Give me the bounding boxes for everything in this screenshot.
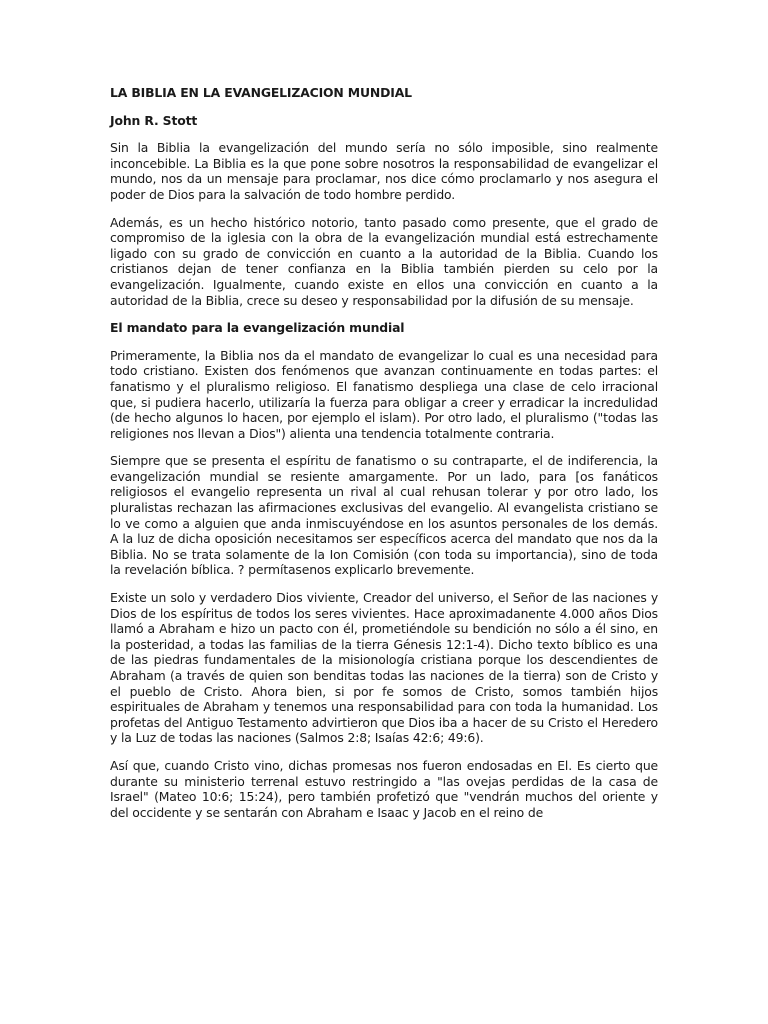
paragraph: Sin la Biblia la evangelización del mundo sería no sólo imposible, sino realmente inconcebible. La Biblia es la que pone sobre nosotros la responsabilidad de evangelizar el mundo, nos da un mensaje para proclamar, nos dice cómo proclamarlo y nos asegura el poder de Dios para la salvación de todo hombre perdido. <box>110 140 658 202</box>
paragraph: Siempre que se presenta el espíritu de fanatismo o su contraparte, el de indiferencia, la evangelización mundial se resiente amargamente. Por un lado, para [os fanáticos religiosos el evangelio representa un rival al cual rehusan tolerar y por otro lado, los pluralistas rechazan las afirmaciones exclusivas del evangelio. Al evangelista cristiano se lo ve como a alguien que anda inmiscuyéndose en los asuntos personales de los demás. A la luz de dicha oposición necesitamos ser específicos acerca del mandato que nos da la Biblia. No se trata solamente de la Ion Comisión (con toda su importancia), sino de toda la revelación bíblica. ? permítasenos explicarlo brevemente. <box>110 453 658 578</box>
section-heading: El mandato para la evangelización mundial <box>110 320 405 336</box>
paragraph: Así que, cuando Cristo vino, dichas promesas nos fueron endosadas en El. Es cierto que durante su ministerio terrenal estuvo restringido a "las ovejas perdidas de la casa de Israel" (Mateo 10:6; 15:24), pero también profetizó que "vendrán muchos del oriente y del occidente y se sentarán con Abraham e Isaac y Jacob en el reino de <box>110 757 658 820</box>
document-title: LA BIBLIA EN LA EVANGELIZACION MUNDIAL <box>110 85 412 100</box>
document-author: John R. Stott <box>110 112 198 128</box>
paragraph: Existe un solo y verdadero Dios viviente, Creador del universo, el Señor de las naciones y Dios de los espíritus de todos los seres vivientes. Hace aproximadanente 4.000 años Dios llamó a Abraham e hizo un pacto con él, prometiéndole su bendición no sólo a él sino, en la posteridad, a todas las familias de la tierra Génesis 12:1-4). Dicho texto bíblico es una de las piedras fundamentales de la misionología cristiana porque los descendientes de Abraham (a través de quien son benditas todas las naciones de la tierra) son de Cristo y el pueblo de Cristo. Ahora bien, si por fe somos de Cristo, somos también hijos espirituales de Abraham y tenemos una responsabilidad para con toda la humanidad. Los profetas del Antiguo Testamento advirtieron que Dios iba a hacer de su Cristo el Heredero y la Luz de todas las naciones (Salmos 2:8; Isaías 42:6; 49:6). <box>110 590 658 746</box>
document-page <box>110 85 658 832</box>
paragraph: Además, es un hecho histórico notorio, tanto pasado como presente, que el grado de compromiso de la iglesia con la obra de la evangelización mundial está estrechamente ligado con su grado de convicción en cuanto a la autoridad de la Biblia. Cuando los cristianos dejan de tener confianza en la Biblia también pierden su celo por la evangelización. Igualmente, cuando existe en ellos una convicción en cuanto a la autoridad de la Biblia, crece su deseo y responsabilidad por la difusión de su mensaje. <box>110 214 658 308</box>
paragraph: Primeramente, la Biblia nos da el mandato de evangelizar lo cual es una necesidad para todo cristiano. Existen dos fenómenos que avanzan continuamente en todas partes: el fanatismo y el pluralismo religioso. El fanatismo despliega una clase de celo irracional que, si pudiera hacerlo, utilizaría la fuerza para obligar a creer y erradicar la incredulidad (de hecho algunos lo hacen, por ejemplo el islam). Por otro lado, el pluralismo ("todas las religiones nos llevan a Dios") alienta una tendencia totalmente contraria. <box>110 347 658 441</box>
